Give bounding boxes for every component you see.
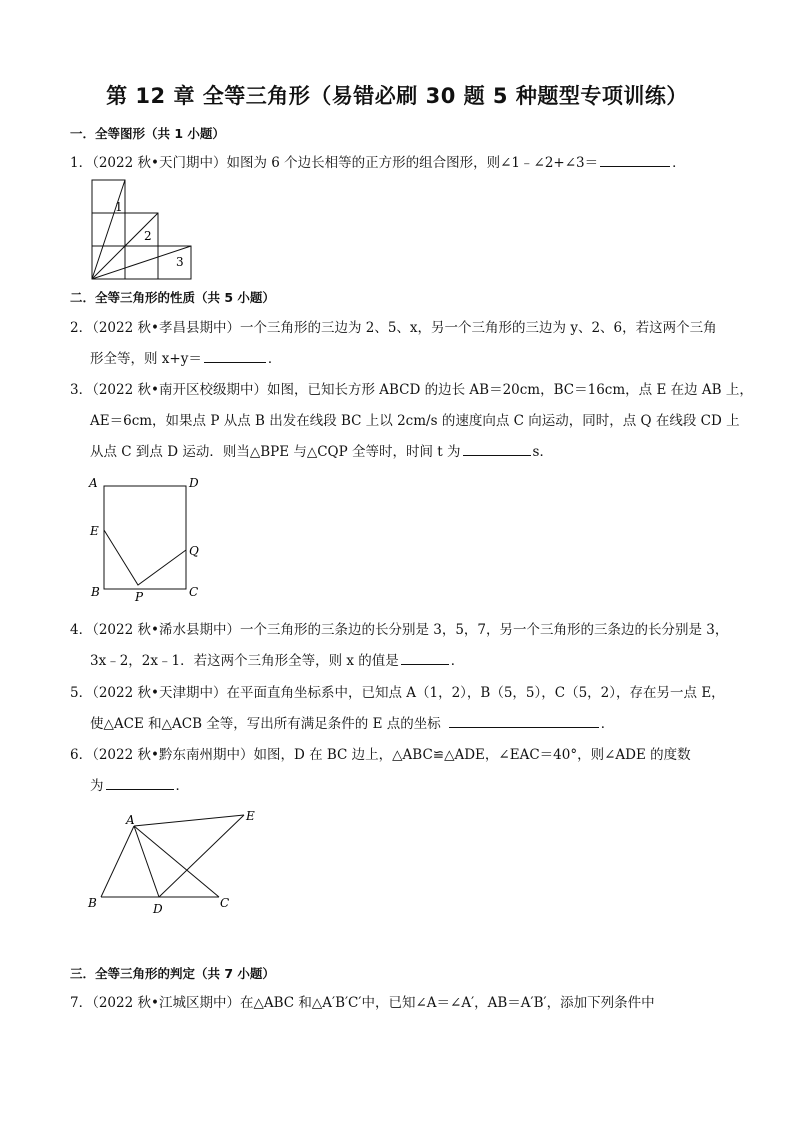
question-6-end: ． [175, 778, 189, 794]
label-b: B [88, 896, 97, 910]
question-5-line-2: 使△ACE 和△ACB 全等，写出所有满足条件的 E 点的坐标 [90, 716, 441, 732]
answer-blank-5[interactable] [449, 710, 599, 728]
segment-de [159, 815, 244, 897]
label-d: D [153, 902, 163, 916]
question-3-line-3: 从点 C 到点 D 运动．则当△BPE 与△CQP 全等时，时间 t 为 [90, 444, 461, 460]
question-6-line-1: 6．（2022 秋•黔东南州期中）如图，D 在 BC 边上，△ABC≌△ADE，∠EAC＝40°，则∠ADE 的度数 [70, 747, 691, 763]
answer-blank-1[interactable] [600, 149, 670, 167]
label-a: A [89, 476, 98, 490]
question-4-line-2: 3x﹣2，2x﹣1．若这两个三角形全等，则 x 的值是 [90, 653, 399, 669]
section-heading-2: 二．全等三角形的性质（共 5 小题） [70, 290, 275, 305]
question-5-end: ． [600, 716, 615, 732]
answer-blank-4[interactable] [401, 647, 449, 665]
question-2 [70, 313, 730, 375]
question-5-line-1: 5．（2022 秋•天津期中）在平面直角坐标系中，已知点 A（1，2），B（5，5），C（5，2），存在另一点 E， [70, 685, 725, 701]
question-4 [70, 615, 730, 677]
question-4-end: ． [450, 653, 465, 669]
question-2-line-1: 2．（2022 秋•孝昌县期中）一个三角形的三边为 2、5、x，另一个三角形的三边为 y、2、6，若这两个三角 [70, 320, 717, 336]
question-7 [70, 988, 730, 1019]
figure-squares [88, 176, 196, 282]
label-e: E [246, 809, 255, 823]
label-p: P [135, 590, 144, 604]
question-3-line-1: 3．（2022 秋•南开区校级期中）如图，已知长方形 ABCD 的边长 AB＝20cm，BC＝16cm，点 E 在边 AB 上， [70, 382, 753, 398]
question-1 [70, 148, 730, 179]
question-4-line-1: 4．（2022 秋•浠水县期中）一个三角形的三条边的长分别是 3，5，7，另一个三角形的三条边的长分别是 3， [70, 622, 729, 638]
question-1-end: ． [672, 155, 686, 171]
page-title: 第 12 章 全等三角形（易错必刷 30 题 5 种题型专项训练） [106, 84, 688, 108]
question-5 [70, 678, 730, 740]
answer-blank-3[interactable] [463, 438, 531, 456]
label-b: B [91, 585, 100, 599]
question-6 [70, 740, 730, 802]
label-a: A [126, 813, 135, 827]
question-3 [70, 375, 753, 468]
section-heading-1: 一．全等图形（共 1 小题） [70, 126, 225, 141]
label-q: Q [189, 544, 199, 558]
question-2-end: ． [267, 351, 282, 367]
question-1-text: 1．（2022 秋•天门期中）如图为 6 个边长相等的正方形的组合图形，则∠1﹣∠2+∠3＝ [70, 155, 599, 171]
rectangle-abcd [104, 486, 186, 589]
label-c: C [220, 896, 230, 910]
figure-triangles [84, 806, 274, 918]
segment-e-p-q [104, 530, 186, 585]
question-3-end: s． [532, 444, 553, 460]
question-2-line-2: 形全等，则 x+y＝ [90, 351, 202, 367]
answer-blank-6[interactable] [106, 772, 174, 790]
label-e: E [90, 524, 99, 538]
segment-ae [134, 815, 244, 826]
question-6-line-2: 为 [90, 778, 104, 794]
section-heading-3: 三．全等三角形的判定（共 7 小题） [70, 966, 275, 981]
square [158, 246, 191, 279]
label-d: D [189, 476, 199, 490]
angle-label-1: 1 [115, 200, 123, 214]
angle-label-2: 2 [144, 229, 152, 243]
diagonal-line-1 [92, 180, 125, 279]
segment-ab [101, 826, 134, 897]
figure-rectangle [86, 474, 210, 606]
angle-label-3: 3 [176, 255, 184, 269]
label-c: C [189, 585, 199, 599]
question-7-line-1: 7．（2022 秋•江城区期中）在△ABC 和△A′B′C′中，已知∠A＝∠A′，AB＝A′B′，添加下列条件中 [70, 995, 655, 1011]
question-3-line-2: AE＝6cm，如果点 P 从点 B 出发在线段 BC 上以 2cm/s 的速度向点 C 向运动，同时，点 Q 在线段 CD 上 [90, 413, 740, 429]
answer-blank-2[interactable] [204, 345, 266, 363]
